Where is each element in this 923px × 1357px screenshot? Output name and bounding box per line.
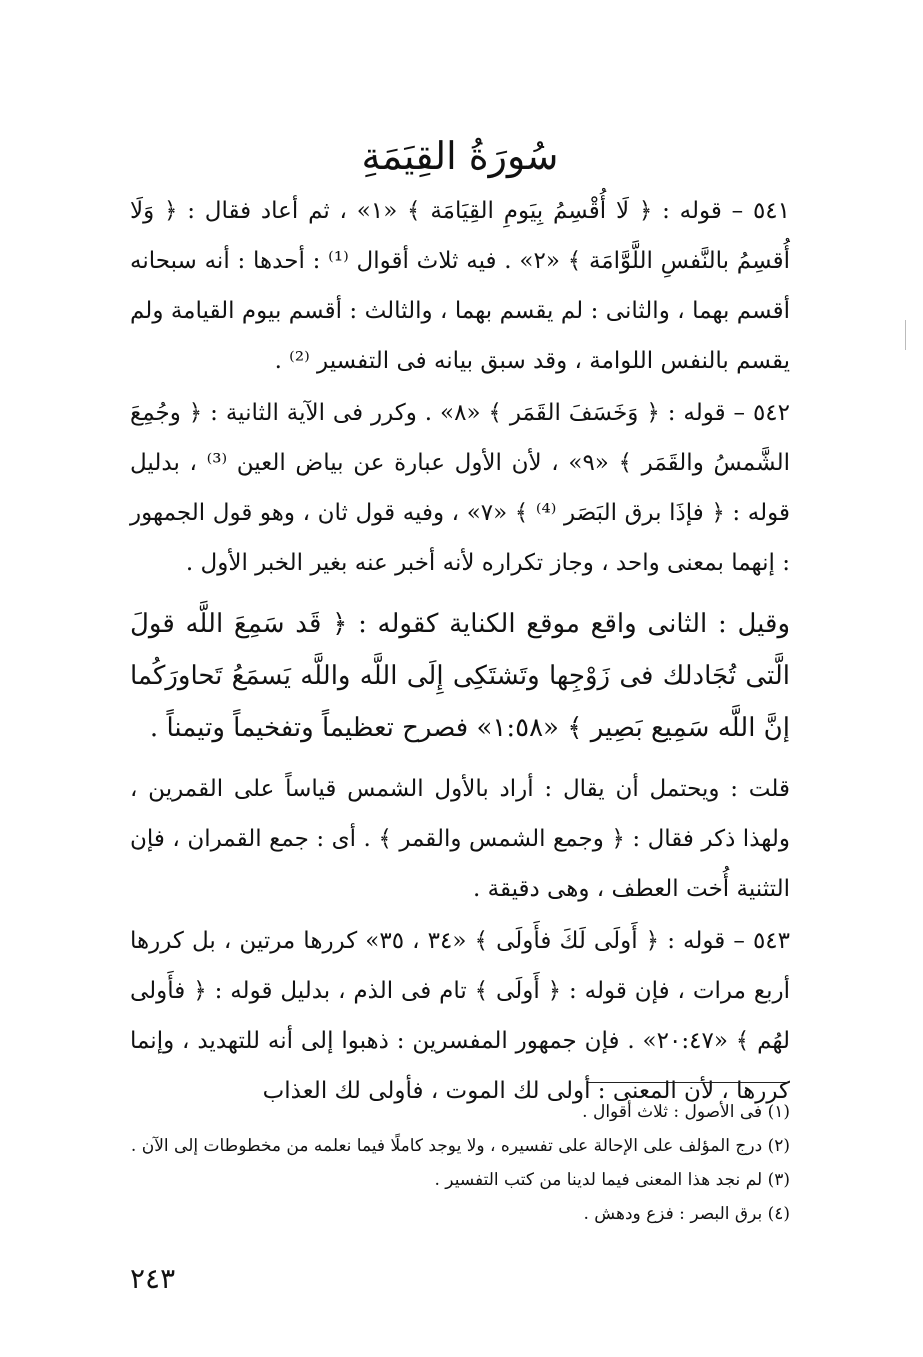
footnote-3: (٣) لم نجد هذا المعنى فيما لدينا من كتب التفسير . [434, 1170, 790, 1190]
footnote-1: (١) فى الأصول : ثلاث أقوال . [582, 1102, 790, 1122]
page-body [130, 128, 790, 1116]
page-number: ٢٤٣ [130, 1262, 176, 1295]
paragraph-542: ٥٤٢ – قوله : ﴿ وَخَسَفَ القَمَر ﴾ «٨» . وكرر فى الآية الثانية : ﴿ وجُمِعَ الشَّمسُ والقَمَر ﴾ «٩» ، لأن الأول عبارة عن بياض العين ⁽³⁾ ، بدليل قوله : ﴿ فإذَا برق البَصَر ⁽⁴⁾ ﴾ «٧» ، وفيه قول ثان ، وهو قول الجمهور : إنهما بمعنى واحد ، وجاز تكراره لأنه أخبر عنه بغير الخبر الأول . [130, 400, 790, 576]
footnotes [130, 1098, 790, 1234]
paragraph-541: ٥٤١ – قوله : ﴿ لَا أُقْسِمُ بِيَومِ القِيَامَة ﴾ «١» ، ثم أعاد فقال : ﴿ وَلَا أُقسِمُ بالنَّفسِ اللَّوَّامَة ﴾ «٢» . فيه ثلاث أقوال ⁽¹⁾ : أحدها : أنه سبحانه أقسم بهما ، والثانى : لم يقسم بهما ، والثالث : أقسم بيوم القيامة ولم يقسم بالنفس اللوامة ، وقد سبق بيانه فى التفسير ⁽²⁾ . [130, 198, 790, 374]
paragraph-qultu: قلت : ويحتمل أن يقال : أراد بالأول الشمس قياساً على القمرين ، ولهذا ذكر فقال : ﴿ وجمع الشمس والقمر ﴾ . أى : جمع القمران ، فإن التثنية أُخت العطف ، وهى دقيقة . [130, 776, 790, 902]
paragraph-qila: وقيل : الثانى واقع موقع الكناية كقوله : ﴿ قَد سَمِعَ اللَّه قولَ الَّتى تُجَادلك فى زَوْجِها وتَشتَكِى إِلَى اللَّه واللَّه يَسمَعُ تَحاورَكُما إنَّ اللَّه سَمِيع بَصِير ﴾ «١:٥٨» فصرح تعظيماً وتفخيماً وتيمناً . [130, 609, 790, 743]
footnote-2: (٢) درج المؤلف على الإحالة على تفسيره ، ولا يوجد كاملًا فيما نعلمه من مخطوطات إلى الآن . [130, 1136, 790, 1156]
margin-mark [905, 320, 916, 350]
surah-title: سُورَةُ القِيَمَةِ [361, 134, 559, 178]
footnote-separator [588, 1082, 788, 1083]
footnote-4: (٤) برق البصر : فزع ودهش . [583, 1204, 790, 1224]
paragraph-543: ٥٤٣ – قوله : ﴿ أَولَى لَكَ فأَولَى ﴾ «٣٤ ، ٣٥» كررها مرتين ، بل كررها أربع مرات ، فإن قوله : ﴿ أَولَى ﴾ تام فى الذم ، بدليل قوله : ﴿ فأَولى لهُم ﴾ «٢٠:٤٧» . فإن جمهور المفسرين : ذهبوا إلى أنه للتهديد ، وإنما كررها ، لأن المعنى : أولى لك الموت ، فأولى لك العذاب [130, 928, 790, 1104]
